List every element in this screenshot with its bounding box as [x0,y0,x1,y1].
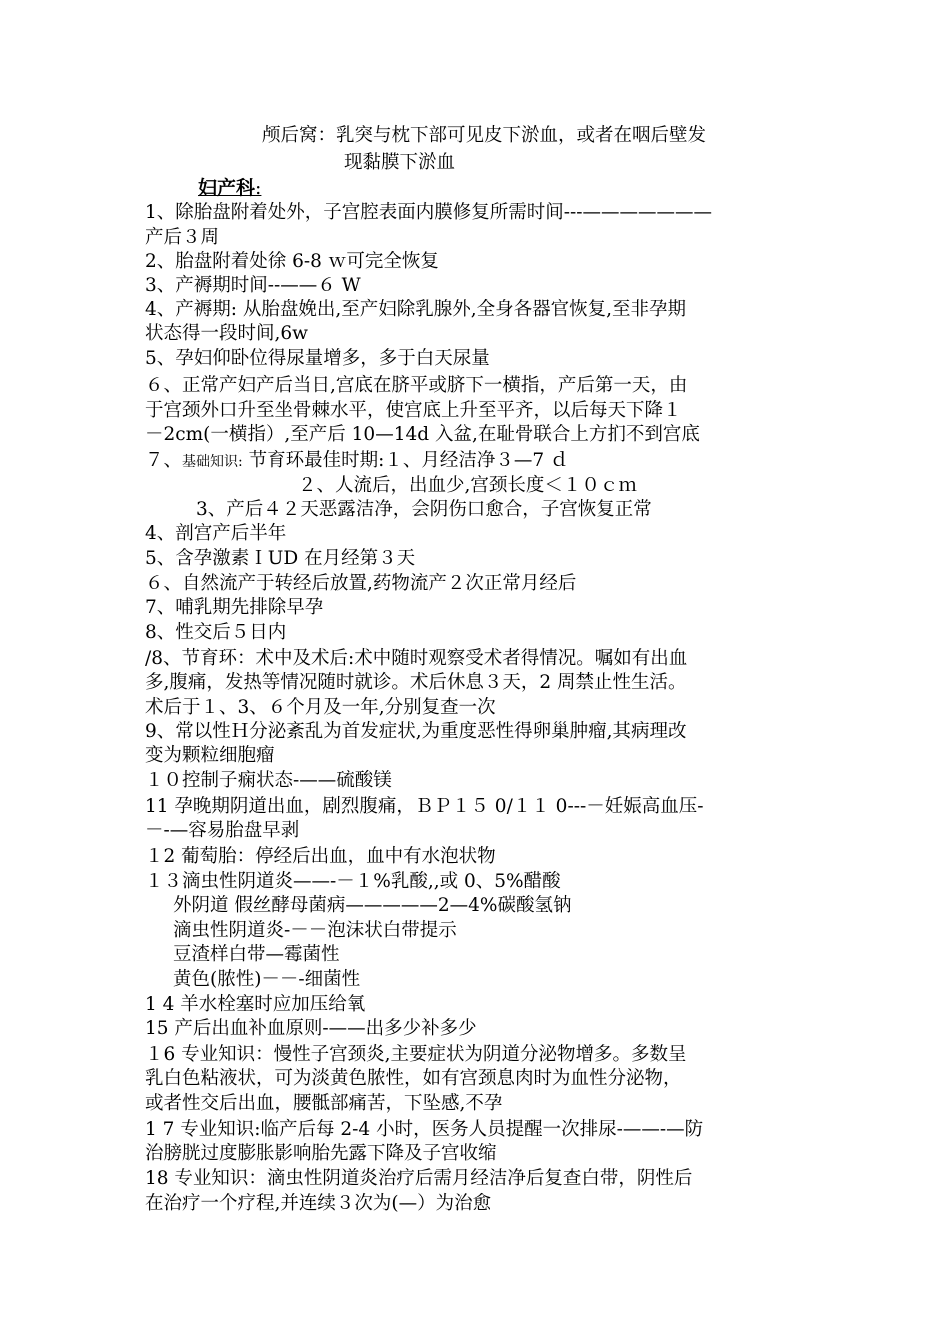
text-line: 术后于１、3、６个月及一年,分别复查一次 [145,697,496,718]
text-line: 或者性交后出血，腰骶部痛苦，下坠感,不孕 [145,1093,503,1114]
text-line: －-—容易胎盘早剥 [145,820,300,841]
text-line: 1、除胎盘附着处外，子宫腔表面内膜修复所需时间---——————— [145,202,713,223]
text-line: ６、自然流产于转经后放置,药物流产２次正常月经后 [145,573,577,594]
text-line: 治膀胱过度膨胀影响胎先露下降及子宫收缩 [145,1143,497,1164]
text-line: －2cm(一横指）,至产后 10—14d 入盆,在耻骨联合上方扪不到宫底 [145,424,700,445]
text-line: 1 7 专业知识:临产后每 2-4 小时，医务人员提醒一次排尿-——-—防 [145,1119,704,1140]
text-line: 状态得一段时间,6w [145,323,308,344]
text-line: 4、剖宫产后半年 [145,523,287,544]
text-line: 18 专业知识：滴虫性阴道炎治疗后需月经洁净后复查白带，阴性后 [145,1168,693,1189]
text-line: 5、含孕激素ＩUD 在月经第３天 [145,548,416,569]
text-line: 在治疗一个疗程,并连续３次为(—）为治愈 [145,1193,492,1214]
text-line: 9、常以性Ｈ分泌紊乱为首发症状,为重度恶性得卵巢肿瘤,其病理改 [145,721,687,742]
text-line: 7、哺乳期先排除早孕 [145,597,324,618]
text-line: 8、性交后５日内 [145,622,287,643]
text-line: ６、正常产妇产后当日,宫底在脐平或脐下一横指，产后第一天，由 [145,375,688,396]
text-line: 滴虫性阴道炎-－－泡沫状白带提示 [173,920,457,941]
text-line: /8、节育环：术中及术后:术中随时观察受术者得情况。嘱如有出血 [145,648,688,669]
text-line: 2、胎盘附着处徐 6-8 ｗ可完全恢复 [145,251,439,272]
text-line: １０控制子痫状态-——硫酸镁 [145,770,392,791]
text-line: 黄色(脓性)－－-细菌性 [173,969,361,990]
text-line: 3、产后４２天恶露洁净，会阴伤口愈合，子宫恢复正常 [196,499,652,520]
item-text: 节育环最佳时期:１、月经洁净３—7 ｄ [242,450,569,471]
text-line: 5、孕妇仰卧位得尿量增多，多于白天尿量 [145,348,490,369]
text-line: 多,腹痛，发热等情况随时就诊。术后休息３天，2 周禁止性生活。 [145,672,687,693]
section-heading [198,176,261,200]
text-line: 外阴道 假丝酵母菌病—————2—4%碳酸氢钠 [173,895,572,916]
text-line: １2 葡萄胎：停经后出血，血中有水泡状物 [145,846,496,867]
text-line: １6 专业知识：慢性子宫颈炎,主要症状为阴道分泌物增多。多数呈 [145,1044,687,1065]
text-line [145,449,815,474]
text-line: 豆渣样白带—霉菌性 [173,944,340,965]
category-label: 基础知识: [182,454,243,470]
text-line: 颅后窝：乳突与枕下部可见皮下淤血，或者在咽后壁发 [262,125,707,146]
section-title: 妇产科 [198,177,256,199]
text-line: 1 4 羊水栓塞时应加压给氧 [145,994,366,1015]
text-line: 乳白色粘液状，可为淡黄色脓性，如有宫颈息肉时为血性分泌物， [145,1068,682,1089]
text-line: 现黏膜下淤血 [344,152,456,173]
text-line: 产后３周 [145,227,220,248]
text-line: ２、人流后，出血少,宫颈长度＜１０ｃｍ [298,475,637,496]
text-line: １３滴虫性阴道炎——-－１%乳酸,,或 0、5%醋酸 [145,871,561,892]
text-line: 3、产褥期时间--——６ W [145,275,361,296]
text-line: 变为颗粒细胞瘤 [145,745,275,766]
text-line: 11 孕晚期阴道出血，剧烈腹痛，ＢＰ１５ 0/１１ 0---－妊娠高血压- [145,796,704,817]
section-colon: : [255,177,262,199]
text-line: 4、产褥期: 从胎盘娩出,至产妇除乳腺外,全身各器官恢复,至非孕期 [145,299,687,320]
text-line: 于宫颈外口升至坐骨棘水平，使宫底上升至平齐，以后每天下降１ [145,400,682,421]
item-number: ７、 [145,450,183,471]
text-line: 15 产后出血补血原则-——出多少补多少 [145,1018,477,1039]
